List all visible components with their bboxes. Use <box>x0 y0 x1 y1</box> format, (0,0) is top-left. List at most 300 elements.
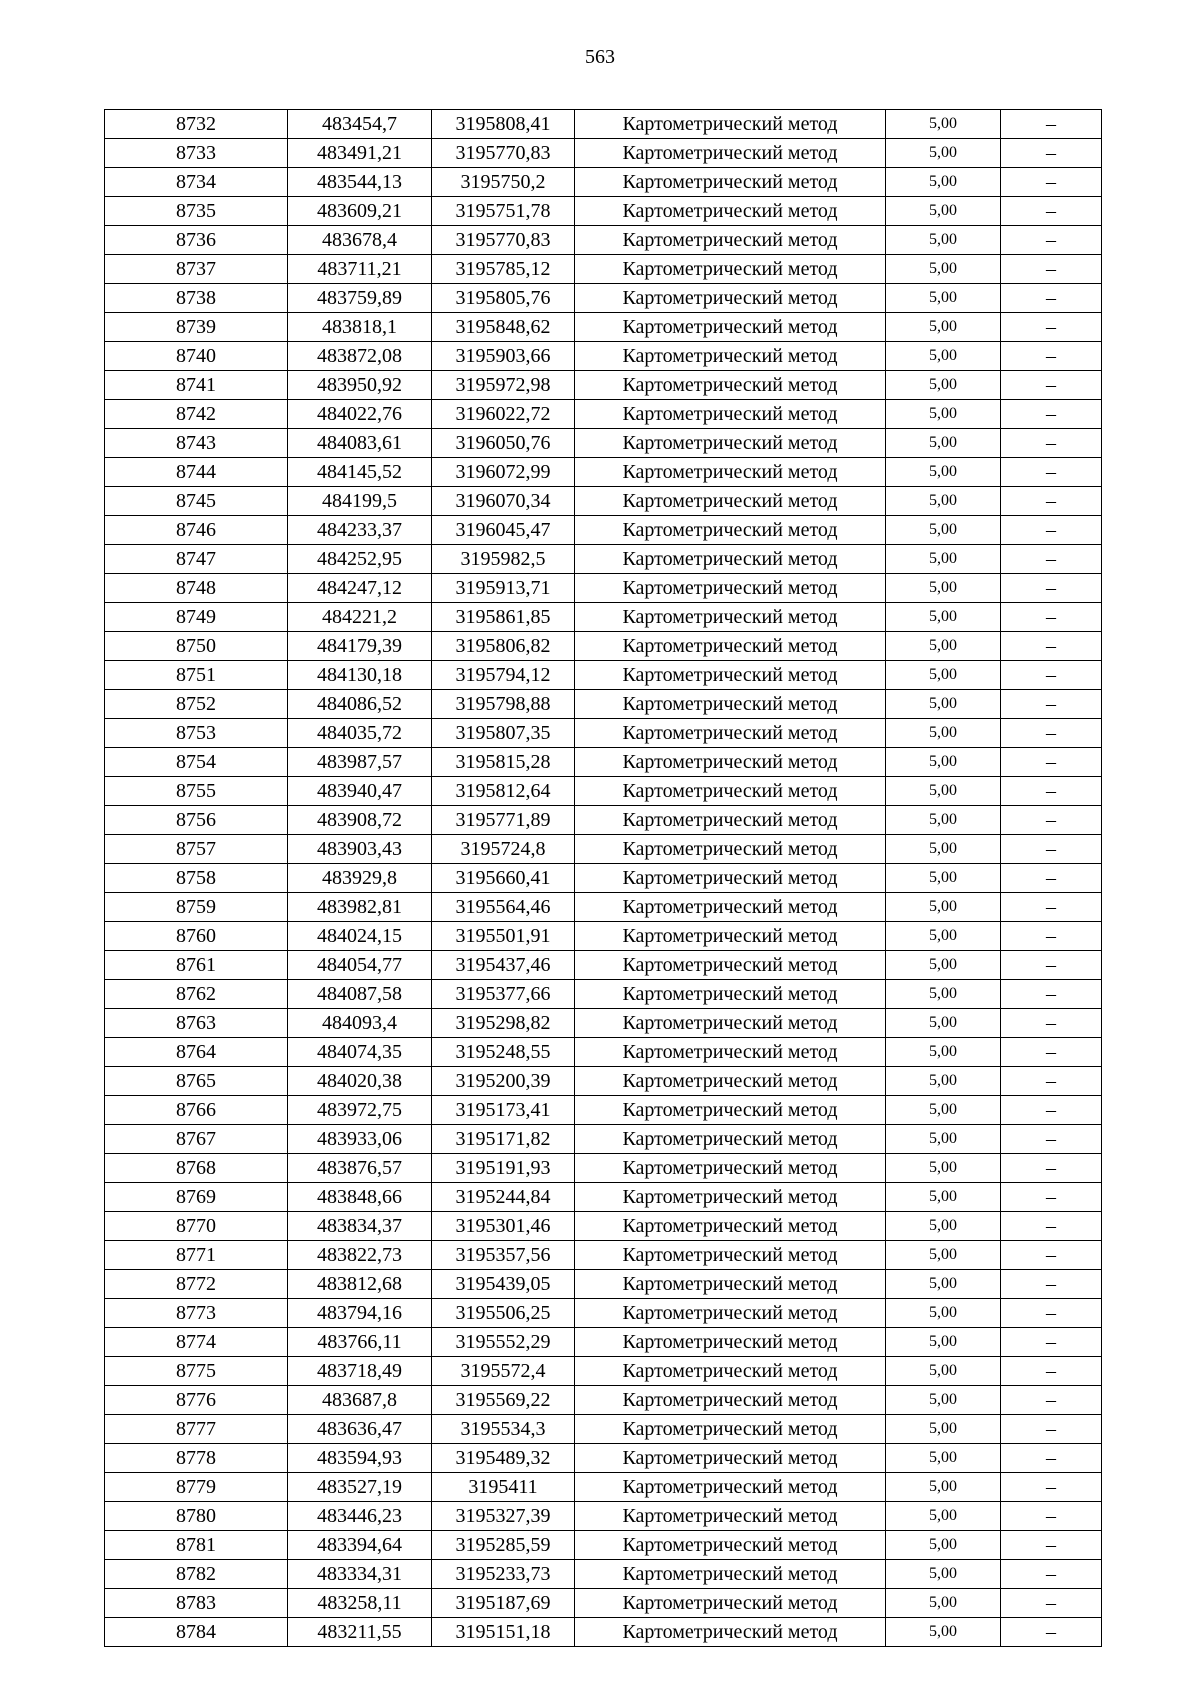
point-number-cell: 8771 <box>105 1241 288 1270</box>
x-coordinate-cell: 483794,16 <box>288 1299 432 1328</box>
method-cell: Картометрический метод <box>575 429 886 458</box>
x-coordinate-cell: 483987,57 <box>288 748 432 777</box>
description-cell: – <box>1001 1357 1102 1386</box>
description-cell: – <box>1001 980 1102 1009</box>
point-number-cell: 8776 <box>105 1386 288 1415</box>
method-cell: Картометрический метод <box>575 371 886 400</box>
point-number-cell: 8764 <box>105 1038 288 1067</box>
table-row <box>105 516 1102 545</box>
y-coordinate-cell: 3195552,29 <box>432 1328 575 1357</box>
y-coordinate-cell: 3195437,46 <box>432 951 575 980</box>
table-row <box>105 980 1102 1009</box>
table-row <box>105 197 1102 226</box>
precision-cell: 5,00 <box>886 777 1001 806</box>
table-row <box>105 284 1102 313</box>
precision-cell: 5,00 <box>886 1531 1001 1560</box>
point-number-cell: 8741 <box>105 371 288 400</box>
precision-cell: 5,00 <box>886 429 1001 458</box>
description-cell: – <box>1001 429 1102 458</box>
method-cell: Картометрический метод <box>575 719 886 748</box>
precision-cell: 5,00 <box>886 516 1001 545</box>
y-coordinate-cell: 3195807,35 <box>432 719 575 748</box>
point-number-cell: 8775 <box>105 1357 288 1386</box>
y-coordinate-cell: 3195248,55 <box>432 1038 575 1067</box>
table-row <box>105 574 1102 603</box>
method-cell: Картометрический метод <box>575 1183 886 1212</box>
method-cell: Картометрический метод <box>575 139 886 168</box>
point-number-cell: 8735 <box>105 197 288 226</box>
precision-cell: 5,00 <box>886 1328 1001 1357</box>
precision-cell: 5,00 <box>886 1096 1001 1125</box>
x-coordinate-cell: 484199,5 <box>288 487 432 516</box>
y-coordinate-cell: 3195564,46 <box>432 893 575 922</box>
description-cell: – <box>1001 487 1102 516</box>
point-number-cell: 8761 <box>105 951 288 980</box>
point-number-cell: 8758 <box>105 864 288 893</box>
table-row <box>105 1154 1102 1183</box>
description-cell: – <box>1001 864 1102 893</box>
table-row <box>105 1096 1102 1125</box>
y-coordinate-cell: 3195972,98 <box>432 371 575 400</box>
point-number-cell: 8782 <box>105 1560 288 1589</box>
description-cell: – <box>1001 1096 1102 1125</box>
method-cell: Картометрический метод <box>575 545 886 574</box>
point-number-cell: 8757 <box>105 835 288 864</box>
precision-cell: 5,00 <box>886 690 1001 719</box>
description-cell: – <box>1001 893 1102 922</box>
y-coordinate-cell: 3195377,66 <box>432 980 575 1009</box>
method-cell: Картометрический метод <box>575 516 886 545</box>
description-cell: – <box>1001 661 1102 690</box>
precision-cell: 5,00 <box>886 400 1001 429</box>
description-cell: – <box>1001 1502 1102 1531</box>
point-number-cell: 8738 <box>105 284 288 313</box>
description-cell: – <box>1001 1299 1102 1328</box>
x-coordinate-cell: 483818,1 <box>288 313 432 342</box>
method-cell: Картометрический метод <box>575 400 886 429</box>
point-number-cell: 8781 <box>105 1531 288 1560</box>
precision-cell: 5,00 <box>886 197 1001 226</box>
y-coordinate-cell: 3195798,88 <box>432 690 575 719</box>
method-cell: Картометрический метод <box>575 1444 886 1473</box>
method-cell: Картометрический метод <box>575 1328 886 1357</box>
table-row <box>105 1357 1102 1386</box>
precision-cell: 5,00 <box>886 864 1001 893</box>
y-coordinate-cell: 3196050,76 <box>432 429 575 458</box>
description-cell: – <box>1001 1241 1102 1270</box>
y-coordinate-cell: 3196070,34 <box>432 487 575 516</box>
description-cell: – <box>1001 1618 1102 1647</box>
precision-cell: 5,00 <box>886 748 1001 777</box>
point-number-cell: 8737 <box>105 255 288 284</box>
y-coordinate-cell: 3195848,62 <box>432 313 575 342</box>
precision-cell: 5,00 <box>886 1473 1001 1502</box>
y-coordinate-cell: 3195785,12 <box>432 255 575 284</box>
x-coordinate-cell: 484020,38 <box>288 1067 432 1096</box>
x-coordinate-cell: 484233,37 <box>288 516 432 545</box>
x-coordinate-cell: 483903,43 <box>288 835 432 864</box>
point-number-cell: 8767 <box>105 1125 288 1154</box>
method-cell: Картометрический метод <box>575 255 886 284</box>
method-cell: Картометрический метод <box>575 1531 886 1560</box>
point-number-cell: 8763 <box>105 1009 288 1038</box>
y-coordinate-cell: 3195569,22 <box>432 1386 575 1415</box>
method-cell: Картометрический метод <box>575 632 886 661</box>
table-row <box>105 951 1102 980</box>
description-cell: – <box>1001 690 1102 719</box>
x-coordinate-cell: 484247,12 <box>288 574 432 603</box>
precision-cell: 5,00 <box>886 1067 1001 1096</box>
description-cell: – <box>1001 255 1102 284</box>
point-number-cell: 8748 <box>105 574 288 603</box>
description-cell: – <box>1001 748 1102 777</box>
description-cell: – <box>1001 1560 1102 1589</box>
point-number-cell: 8753 <box>105 719 288 748</box>
point-number-cell: 8740 <box>105 342 288 371</box>
table-row <box>105 719 1102 748</box>
point-number-cell: 8749 <box>105 603 288 632</box>
table-row <box>105 777 1102 806</box>
table-row <box>105 1386 1102 1415</box>
y-coordinate-cell: 3195439,05 <box>432 1270 575 1299</box>
precision-cell: 5,00 <box>886 632 1001 661</box>
point-number-cell: 8765 <box>105 1067 288 1096</box>
x-coordinate-cell: 484252,95 <box>288 545 432 574</box>
y-coordinate-cell: 3195171,82 <box>432 1125 575 1154</box>
table-row <box>105 429 1102 458</box>
description-cell: – <box>1001 342 1102 371</box>
x-coordinate-cell: 483446,23 <box>288 1502 432 1531</box>
method-cell: Картометрический метод <box>575 342 886 371</box>
y-coordinate-cell: 3195233,73 <box>432 1560 575 1589</box>
description-cell: – <box>1001 1444 1102 1473</box>
table-row <box>105 400 1102 429</box>
precision-cell: 5,00 <box>886 110 1001 139</box>
point-number-cell: 8732 <box>105 110 288 139</box>
method-cell: Картометрический метод <box>575 864 886 893</box>
precision-cell: 5,00 <box>886 487 1001 516</box>
method-cell: Картометрический метод <box>575 951 886 980</box>
method-cell: Картометрический метод <box>575 1212 886 1241</box>
table-row <box>105 1560 1102 1589</box>
precision-cell: 5,00 <box>886 1125 1001 1154</box>
y-coordinate-cell: 3195812,64 <box>432 777 575 806</box>
x-coordinate-cell: 483834,37 <box>288 1212 432 1241</box>
y-coordinate-cell: 3195982,5 <box>432 545 575 574</box>
x-coordinate-cell: 483527,19 <box>288 1473 432 1502</box>
precision-cell: 5,00 <box>886 1502 1001 1531</box>
y-coordinate-cell: 3195501,91 <box>432 922 575 951</box>
point-number-cell: 8759 <box>105 893 288 922</box>
precision-cell: 5,00 <box>886 1212 1001 1241</box>
point-number-cell: 8777 <box>105 1415 288 1444</box>
y-coordinate-cell: 3195805,76 <box>432 284 575 313</box>
description-cell: – <box>1001 777 1102 806</box>
x-coordinate-cell: 483491,21 <box>288 139 432 168</box>
precision-cell: 5,00 <box>886 458 1001 487</box>
precision-cell: 5,00 <box>886 255 1001 284</box>
point-number-cell: 8747 <box>105 545 288 574</box>
method-cell: Картометрический метод <box>575 1270 886 1299</box>
description-cell: – <box>1001 719 1102 748</box>
table-row <box>105 487 1102 516</box>
precision-cell: 5,00 <box>886 139 1001 168</box>
y-coordinate-cell: 3195285,59 <box>432 1531 575 1560</box>
y-coordinate-cell: 3195771,89 <box>432 806 575 835</box>
x-coordinate-cell: 483759,89 <box>288 284 432 313</box>
method-cell: Картометрический метод <box>575 835 886 864</box>
x-coordinate-cell: 484054,77 <box>288 951 432 980</box>
method-cell: Картометрический метод <box>575 603 886 632</box>
y-coordinate-cell: 3195534,3 <box>432 1415 575 1444</box>
point-number-cell: 8760 <box>105 922 288 951</box>
table-row <box>105 1618 1102 1647</box>
precision-cell: 5,00 <box>886 893 1001 922</box>
y-coordinate-cell: 3195244,84 <box>432 1183 575 1212</box>
precision-cell: 5,00 <box>886 980 1001 1009</box>
precision-cell: 5,00 <box>886 1415 1001 1444</box>
precision-cell: 5,00 <box>886 1560 1001 1589</box>
table-row <box>105 168 1102 197</box>
x-coordinate-cell: 484022,76 <box>288 400 432 429</box>
method-cell: Картометрический метод <box>575 1560 886 1589</box>
description-cell: – <box>1001 1531 1102 1560</box>
precision-cell: 5,00 <box>886 719 1001 748</box>
y-coordinate-cell: 3195861,85 <box>432 603 575 632</box>
table-row <box>105 1241 1102 1270</box>
x-coordinate-cell: 483454,7 <box>288 110 432 139</box>
description-cell: – <box>1001 226 1102 255</box>
description-cell: – <box>1001 632 1102 661</box>
description-cell: – <box>1001 168 1102 197</box>
x-coordinate-cell: 483766,11 <box>288 1328 432 1357</box>
description-cell: – <box>1001 1009 1102 1038</box>
precision-cell: 5,00 <box>886 1038 1001 1067</box>
precision-cell: 5,00 <box>886 1241 1001 1270</box>
table-row <box>105 632 1102 661</box>
description-cell: – <box>1001 1154 1102 1183</box>
y-coordinate-cell: 3195770,83 <box>432 226 575 255</box>
table-row <box>105 545 1102 574</box>
method-cell: Картометрический метод <box>575 1067 886 1096</box>
method-cell: Картометрический метод <box>575 574 886 603</box>
precision-cell: 5,00 <box>886 1183 1001 1212</box>
y-coordinate-cell: 3195751,78 <box>432 197 575 226</box>
precision-cell: 5,00 <box>886 1618 1001 1647</box>
y-coordinate-cell: 3195357,56 <box>432 1241 575 1270</box>
method-cell: Картометрический метод <box>575 313 886 342</box>
description-cell: – <box>1001 197 1102 226</box>
x-coordinate-cell: 484221,2 <box>288 603 432 632</box>
table-row <box>105 1299 1102 1328</box>
method-cell: Картометрический метод <box>575 1125 886 1154</box>
y-coordinate-cell: 3195298,82 <box>432 1009 575 1038</box>
method-cell: Картометрический метод <box>575 1386 886 1415</box>
precision-cell: 5,00 <box>886 1299 1001 1328</box>
x-coordinate-cell: 484145,52 <box>288 458 432 487</box>
description-cell: – <box>1001 574 1102 603</box>
point-number-cell: 8773 <box>105 1299 288 1328</box>
x-coordinate-cell: 484086,52 <box>288 690 432 719</box>
precision-cell: 5,00 <box>886 1009 1001 1038</box>
description-cell: – <box>1001 806 1102 835</box>
x-coordinate-cell: 484179,39 <box>288 632 432 661</box>
table-row <box>105 835 1102 864</box>
point-number-cell: 8770 <box>105 1212 288 1241</box>
description-cell: – <box>1001 1386 1102 1415</box>
description-cell: – <box>1001 139 1102 168</box>
table-row <box>105 1270 1102 1299</box>
table-row <box>105 1444 1102 1473</box>
point-number-cell: 8774 <box>105 1328 288 1357</box>
description-cell: – <box>1001 1473 1102 1502</box>
method-cell: Картометрический метод <box>575 1357 886 1386</box>
y-coordinate-cell: 3195808,41 <box>432 110 575 139</box>
precision-cell: 5,00 <box>886 1589 1001 1618</box>
x-coordinate-cell: 483872,08 <box>288 342 432 371</box>
table-row <box>105 139 1102 168</box>
y-coordinate-cell: 3195191,93 <box>432 1154 575 1183</box>
y-coordinate-cell: 3196022,72 <box>432 400 575 429</box>
method-cell: Картометрический метод <box>575 1618 886 1647</box>
coordinates-table-body <box>105 110 1102 1647</box>
description-cell: – <box>1001 371 1102 400</box>
precision-cell: 5,00 <box>886 313 1001 342</box>
table-row <box>105 371 1102 400</box>
point-number-cell: 8736 <box>105 226 288 255</box>
method-cell: Картометрический метод <box>575 1154 886 1183</box>
x-coordinate-cell: 483678,4 <box>288 226 432 255</box>
table-row <box>105 748 1102 777</box>
table-row <box>105 922 1102 951</box>
x-coordinate-cell: 483950,92 <box>288 371 432 400</box>
x-coordinate-cell: 483848,66 <box>288 1183 432 1212</box>
method-cell: Картометрический метод <box>575 110 886 139</box>
method-cell: Картометрический метод <box>575 1473 886 1502</box>
y-coordinate-cell: 3195301,46 <box>432 1212 575 1241</box>
precision-cell: 5,00 <box>886 342 1001 371</box>
precision-cell: 5,00 <box>886 603 1001 632</box>
method-cell: Картометрический метод <box>575 893 886 922</box>
description-cell: – <box>1001 1067 1102 1096</box>
method-cell: Картометрический метод <box>575 1096 886 1125</box>
method-cell: Картометрический метод <box>575 1299 886 1328</box>
x-coordinate-cell: 483394,64 <box>288 1531 432 1560</box>
x-coordinate-cell: 483334,31 <box>288 1560 432 1589</box>
point-number-cell: 8744 <box>105 458 288 487</box>
y-coordinate-cell: 3195327,39 <box>432 1502 575 1531</box>
point-number-cell: 8772 <box>105 1270 288 1299</box>
table-row <box>105 342 1102 371</box>
table-row <box>105 1531 1102 1560</box>
x-coordinate-cell: 483812,68 <box>288 1270 432 1299</box>
precision-cell: 5,00 <box>886 1154 1001 1183</box>
precision-cell: 5,00 <box>886 806 1001 835</box>
x-coordinate-cell: 484093,4 <box>288 1009 432 1038</box>
precision-cell: 5,00 <box>886 371 1001 400</box>
table-row <box>105 1415 1102 1444</box>
x-coordinate-cell: 484024,15 <box>288 922 432 951</box>
x-coordinate-cell: 484035,72 <box>288 719 432 748</box>
description-cell: – <box>1001 1183 1102 1212</box>
point-number-cell: 8739 <box>105 313 288 342</box>
y-coordinate-cell: 3195770,83 <box>432 139 575 168</box>
table-row <box>105 458 1102 487</box>
x-coordinate-cell: 483711,21 <box>288 255 432 284</box>
precision-cell: 5,00 <box>886 226 1001 255</box>
x-coordinate-cell: 483544,13 <box>288 168 432 197</box>
method-cell: Картометрический метод <box>575 168 886 197</box>
x-coordinate-cell: 483982,81 <box>288 893 432 922</box>
method-cell: Картометрический метод <box>575 1502 886 1531</box>
precision-cell: 5,00 <box>886 922 1001 951</box>
description-cell: – <box>1001 400 1102 429</box>
x-coordinate-cell: 483908,72 <box>288 806 432 835</box>
x-coordinate-cell: 483718,49 <box>288 1357 432 1386</box>
point-number-cell: 8751 <box>105 661 288 690</box>
description-cell: – <box>1001 1415 1102 1444</box>
description-cell: – <box>1001 545 1102 574</box>
precision-cell: 5,00 <box>886 835 1001 864</box>
description-cell: – <box>1001 1212 1102 1241</box>
point-number-cell: 8780 <box>105 1502 288 1531</box>
table-row <box>105 110 1102 139</box>
point-number-cell: 8779 <box>105 1473 288 1502</box>
point-number-cell: 8742 <box>105 400 288 429</box>
y-coordinate-cell: 3195151,18 <box>432 1618 575 1647</box>
y-coordinate-cell: 3195724,8 <box>432 835 575 864</box>
y-coordinate-cell: 3195489,32 <box>432 1444 575 1473</box>
description-cell: – <box>1001 1125 1102 1154</box>
description-cell: – <box>1001 1270 1102 1299</box>
page-number: 563 <box>585 46 615 68</box>
point-number-cell: 8750 <box>105 632 288 661</box>
y-coordinate-cell: 3195750,2 <box>432 168 575 197</box>
method-cell: Картометрический метод <box>575 748 886 777</box>
method-cell: Картометрический метод <box>575 1415 886 1444</box>
x-coordinate-cell: 483933,06 <box>288 1125 432 1154</box>
y-coordinate-cell: 3195572,4 <box>432 1357 575 1386</box>
method-cell: Картометрический метод <box>575 980 886 1009</box>
y-coordinate-cell: 3195913,71 <box>432 574 575 603</box>
y-coordinate-cell: 3196045,47 <box>432 516 575 545</box>
y-coordinate-cell: 3195506,25 <box>432 1299 575 1328</box>
point-number-cell: 8762 <box>105 980 288 1009</box>
method-cell: Картометрический метод <box>575 458 886 487</box>
method-cell: Картометрический метод <box>575 284 886 313</box>
y-coordinate-cell: 3196072,99 <box>432 458 575 487</box>
table-row <box>105 864 1102 893</box>
table-row <box>105 1183 1102 1212</box>
table-row <box>105 1589 1102 1618</box>
x-coordinate-cell: 483929,8 <box>288 864 432 893</box>
table-row <box>105 1067 1102 1096</box>
y-coordinate-cell: 3195173,41 <box>432 1096 575 1125</box>
point-number-cell: 8778 <box>105 1444 288 1473</box>
method-cell: Картометрический метод <box>575 922 886 951</box>
y-coordinate-cell: 3195187,69 <box>432 1589 575 1618</box>
table-row <box>105 806 1102 835</box>
y-coordinate-cell: 3195660,41 <box>432 864 575 893</box>
description-cell: – <box>1001 1038 1102 1067</box>
precision-cell: 5,00 <box>886 1357 1001 1386</box>
description-cell: – <box>1001 951 1102 980</box>
table-row <box>105 661 1102 690</box>
x-coordinate-cell: 483972,75 <box>288 1096 432 1125</box>
precision-cell: 5,00 <box>886 284 1001 313</box>
point-number-cell: 8754 <box>105 748 288 777</box>
x-coordinate-cell: 483636,47 <box>288 1415 432 1444</box>
